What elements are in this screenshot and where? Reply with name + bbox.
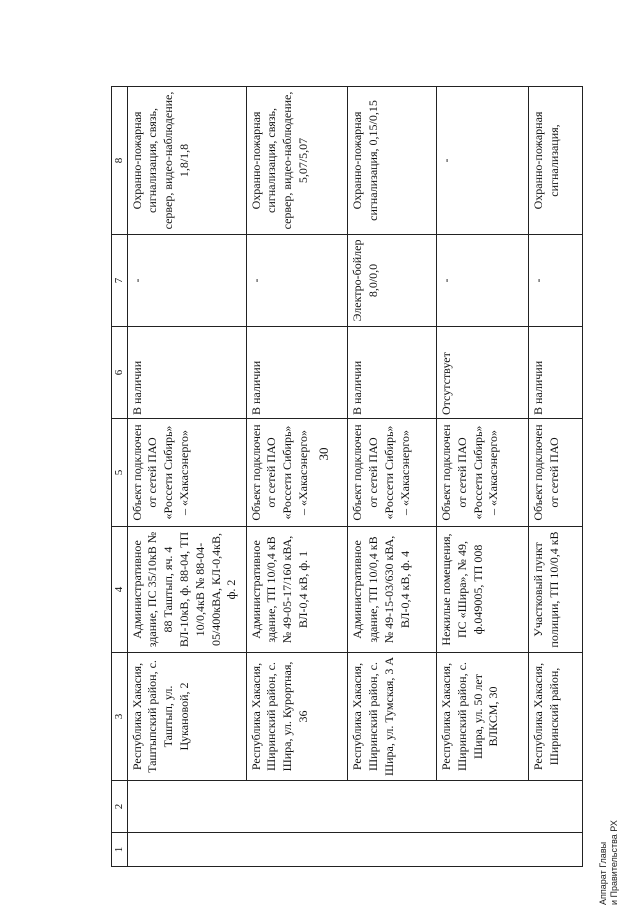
cell-object: Административное здание, ПС 35/10кВ № 88 Таштып, яч. 4 ВЛ-10кВ, ф. 88-04, ТП 10/0,4кВ № 88-04-05/400кВА, КЛ-0,4кВ, ф. 2: [127, 527, 246, 653]
cell-security: -: [436, 87, 529, 235]
table-row: [127, 87, 246, 867]
cell-address: Республика Хакасия, Таштыпский район, с. Таштып, ул. Цукановой, 2: [127, 653, 246, 781]
column-number: 4: [112, 527, 128, 653]
table-row: [529, 87, 583, 867]
cell-object: Административное здание, ТП 10/0,4 кВ № 49-05-17/160 кВА, ВЛ-0,4 кВ, ф. 1: [246, 527, 348, 653]
cell-connection: Объект подключен от сетей ПАО «Россети Сибирь» – «Хакасэнерго»: [127, 419, 246, 527]
column-number: 7: [112, 235, 128, 327]
cell-address: Республика Хакасия, Ширинский район,: [529, 653, 583, 781]
page-number: 30: [316, 447, 331, 461]
stamp-line: и Правительства РХ: [608, 820, 619, 905]
column-number: 1: [112, 833, 128, 867]
table-row: [246, 87, 348, 867]
cell-availability: В наличии: [246, 327, 348, 419]
table-header-row: [112, 87, 128, 867]
cell-security: Охранно-пожарная сигнализация,: [529, 87, 583, 235]
cell-connection: Объект подключен от сетей ПАО «Россети Сибирь» – «Хакасэнерго»: [436, 419, 529, 527]
column-number: 2: [112, 781, 128, 833]
cell-object: Административное здание, ТП 10/0,4 кВ № 49-15-03/630 кВА, ВЛ-0,4 кВ, ф. 4: [348, 527, 436, 653]
column-number: 8: [112, 87, 128, 235]
cell-address: Республика Хакасия, Ширинский район, с. Шира, ул. Тумская, 3 А: [348, 653, 436, 781]
cell-security: Охранно-пожарная сигнализация, 0,15/0,15: [348, 87, 436, 235]
cell-object: Нежилые помещения, ПС «Шира», № 49, ф.049005, ТП 008: [436, 527, 529, 653]
cell-empty: [127, 833, 582, 867]
rotated-table-frame: [111, 87, 583, 867]
column-number: 5: [112, 419, 128, 527]
cell-availability: В наличии: [348, 327, 436, 419]
cell-address: Республика Хакасия, Ширинский район, с. Шира, ул. Курортная, 36: [246, 653, 348, 781]
cell-address: Республика Хакасия, Ширинский район, с. Шира, ул. 50 лет ВЛКСМ, 30: [436, 653, 529, 781]
cell-heating: Электро-бойлер 8,0/0,0: [348, 235, 436, 327]
cell-heating: -: [436, 235, 529, 327]
cell-heating: -: [529, 235, 583, 327]
cell-heating: -: [127, 235, 246, 327]
office-stamp: [598, 675, 620, 905]
cell-availability: В наличии: [127, 327, 246, 419]
cell-availability: Отсутствует: [436, 327, 529, 419]
cell-object: Участковый пункт полиции, ТП 10/0,4 кВ: [529, 527, 583, 653]
table-row: [348, 87, 436, 867]
cell-security: Охранно-пожарная сигнализация, связь, сервер, видео-наблюдение, 5,07/5,07: [246, 87, 348, 235]
cell-availability: В наличии: [529, 327, 583, 419]
table-row: [436, 87, 529, 867]
cell-connection: Объект подключен от сетей ПАО «Россети Сибирь» – «Хакасэнерго»: [246, 419, 348, 527]
column-number: 3: [112, 653, 128, 781]
cell-heating: -: [246, 235, 348, 327]
stamp-line: Аппарат Главы: [598, 841, 608, 905]
cell-connection: Объект подключен от сетей ПАО: [529, 419, 583, 527]
cell-empty: [127, 781, 582, 833]
cell-connection: Объект подключен от сетей ПАО «Россети Сибирь» – «Хакасэнерго»: [348, 419, 436, 527]
column-number: 6: [112, 327, 128, 419]
data-table: [111, 86, 583, 867]
cell-security: Охранно-пожарная сигнализация, связь, сервер, видео-наблюдение, 1,8/1,8: [127, 87, 246, 235]
